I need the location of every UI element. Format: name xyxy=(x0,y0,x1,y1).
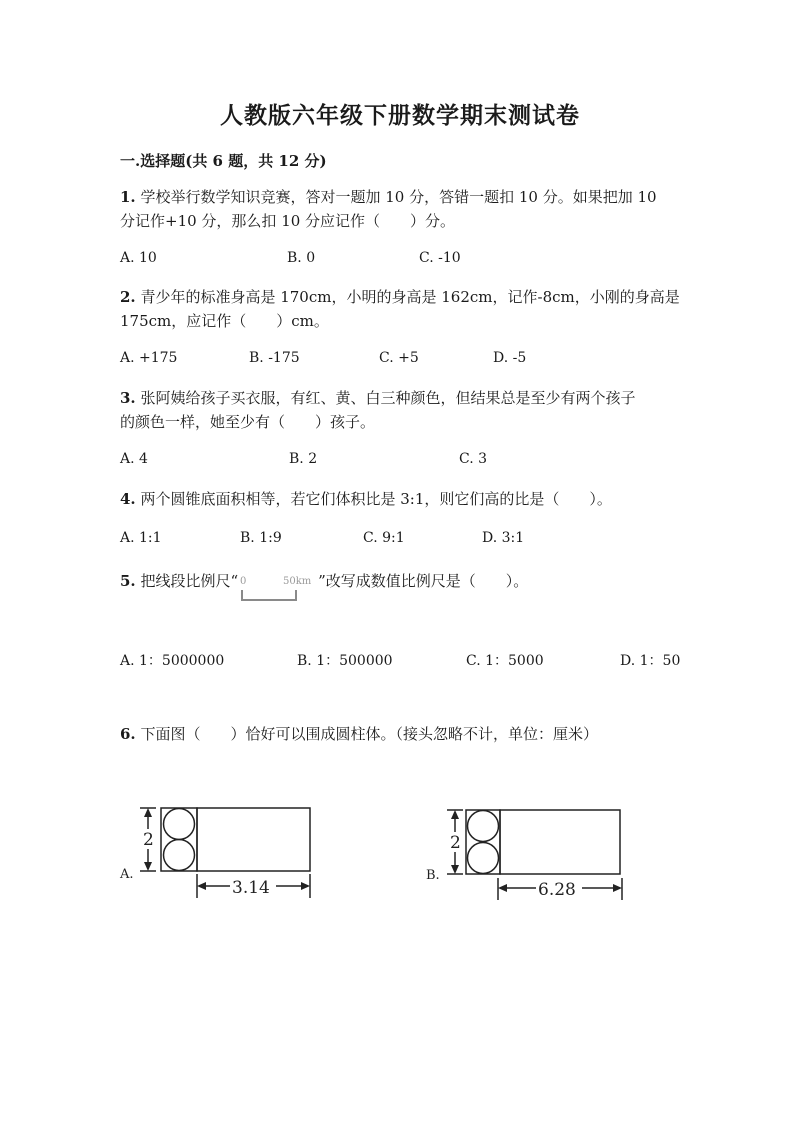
rectangle xyxy=(197,808,310,871)
width-label: 6.28 xyxy=(538,880,576,900)
rectangle xyxy=(500,810,620,874)
question-text-line: 两个圆锥底面积相等，若它们体积比是 3:1，则它们高的比是（ ）。 xyxy=(140,490,612,508)
option-b: B. -175 xyxy=(249,350,300,366)
figure-b xyxy=(424,802,639,921)
question-1 xyxy=(120,185,657,233)
option-b: B. 1：500000 xyxy=(297,653,393,669)
height-label: 2 xyxy=(450,833,461,853)
option-c: C. 1：5000 xyxy=(466,653,544,669)
scale-bar-line xyxy=(242,590,296,600)
circle xyxy=(468,811,499,842)
circle xyxy=(164,809,195,840)
circle xyxy=(164,840,195,871)
question-text-line: 下面图（ ）恰好可以围成圆柱体。（接头忽略不计，单位：厘米） xyxy=(140,725,598,743)
question-text: 把线段比例尺“ xyxy=(140,572,239,590)
option-a: A. 4 xyxy=(120,451,148,467)
scale-end-label: 50km xyxy=(283,576,312,587)
question-text-line: 学校举行数学知识竞赛，答对一题加 10 分，答错一题扣 10 分。如果把加 10 xyxy=(140,188,657,206)
option-d: D. -5 xyxy=(493,350,527,366)
height-label: 2 xyxy=(143,830,154,850)
question-2 xyxy=(120,285,680,333)
width-label: 3.14 xyxy=(232,878,270,898)
question-number: 6. xyxy=(120,725,136,743)
question-number: 5. xyxy=(120,572,136,590)
figure-label: B. xyxy=(426,868,440,883)
option-b: B. 2 xyxy=(289,451,318,467)
question-text: ”改写成数值比例尺是（ ）。 xyxy=(318,572,529,590)
question-text-line: 分记作+10 分，那么扣 10 分应记作（ ）分。 xyxy=(120,212,456,230)
figure-a xyxy=(118,798,333,917)
option-d: D. 1：50 xyxy=(620,653,681,669)
option-c: C. +5 xyxy=(379,350,419,366)
question-6 xyxy=(120,722,598,746)
option-d: D. 3:1 xyxy=(482,530,525,546)
question-number: 1. xyxy=(120,188,136,206)
scale-start-label: 0 xyxy=(240,576,247,587)
question-3 xyxy=(120,386,635,434)
question-4 xyxy=(120,487,612,511)
circle xyxy=(468,843,499,874)
figure-label: A. xyxy=(120,867,134,882)
page-title: 人教版六年级下册数学期末测试卷 xyxy=(220,102,580,129)
option-a: A. +175 xyxy=(120,350,178,366)
option-c: C. 9:1 xyxy=(363,530,405,546)
option-b: B. 1:9 xyxy=(240,530,282,546)
question-5 xyxy=(120,566,528,598)
question-text-line: 175cm，应记作（ ）cm。 xyxy=(120,312,329,330)
question-number: 2. xyxy=(120,288,136,306)
section-heading: 一.选择题(共 6 题，共 12 分) xyxy=(120,152,327,170)
line-scale-image xyxy=(238,572,318,604)
question-text-line: 的颜色一样，她至少有（ ）孩子。 xyxy=(120,413,376,431)
question-text-line: 张阿姨给孩子买衣服，有红、黄、白三种颜色，但结果总是至少有两个孩子 xyxy=(140,389,636,407)
option-a: A. 1:1 xyxy=(120,530,162,546)
question-text-line: 青少年的标准身高是 170cm，小明的身高是 162cm，记作-8cm，小刚的身高是 xyxy=(140,288,680,306)
option-b: B. 0 xyxy=(287,250,316,266)
option-a: A. 1：5000000 xyxy=(120,653,225,669)
question-number: 3. xyxy=(120,389,136,407)
option-c: C. 3 xyxy=(459,451,488,467)
question-number: 4. xyxy=(120,490,136,508)
option-a: A. 10 xyxy=(120,250,157,266)
option-c: C. -10 xyxy=(419,250,461,266)
